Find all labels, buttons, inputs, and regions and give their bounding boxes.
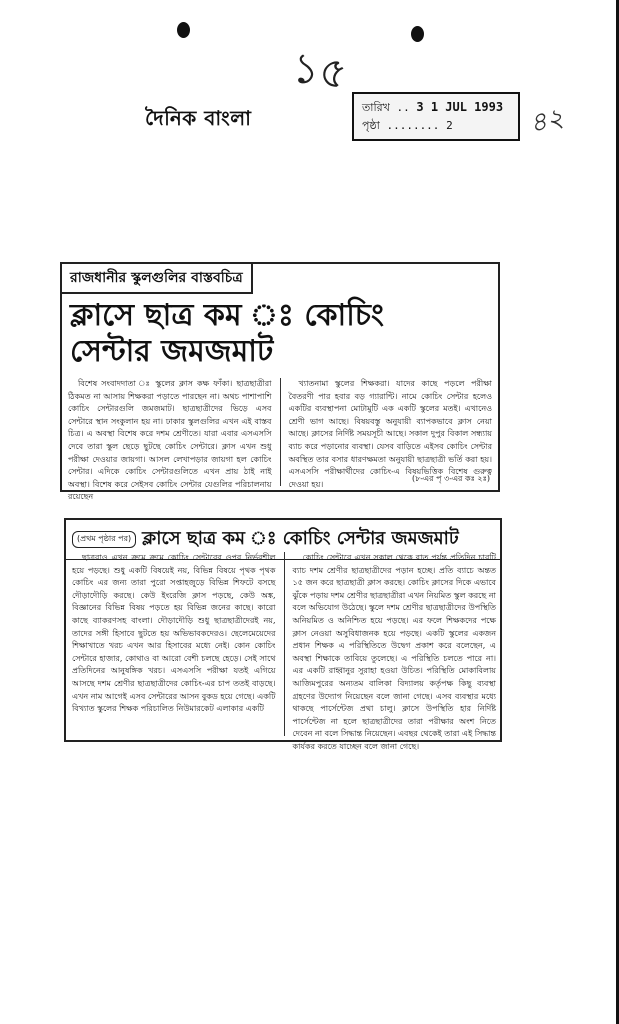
stamp-page-label: পৃষ্ঠা <box>362 119 380 132</box>
article2-continuation-label: (প্রথম পৃষ্ঠার পর) <box>72 531 136 548</box>
punch-hole-left <box>177 22 190 38</box>
article1-headline-line1: ক্লাসে ছাত্র কম ঃ কোচিং <box>70 298 384 333</box>
handwritten-number-side: ৪২ <box>527 102 567 140</box>
stamp-page-row: পৃষ্ঠা ........ 2 <box>362 119 453 132</box>
article2-headline: ক্লাসে ছাত্র কম ঃ কোচিং সেন্টার জমজমাট <box>142 528 459 549</box>
article1-jump-line: (৮-এর পৃ ৩-এর কঃ ২ঃ) <box>412 474 490 483</box>
article2-text-left: ছাত্ররাও এখন ক্রমে ক্রমে কোচিং সেন্টারের ওপর নির্ভরশীল হয়ে পড়ছে। শুধু একটি বিষয়েই নয়, বিভিন্ন বিষয়ে পৃথক পৃথক কোচিং এর জন্য তারা পুরো সপ্তাহজুড়ে বিভিন্ন শিফটে বসছে দৌড়াদৌড়ি করছে। কেউ ইংরেজি ক্লাস পড়ছে, কেউ অঙ্ক, বিজ্ঞানের বিভিন্ন বিষয় পড়তে হয় বিভিন্ন জনের কাছে। কারো কাছে ব্যাকরণসহ বাংলা। দৌড়াদৌড়ি শুধু ছাত্রছাত্রীদেরই নয়, তাদের সঙ্গী হিসাবে ছুটতে হয় অভিভাবকদেরও। ছেলেমেয়েদের শিক্ষাখাতে খরচ এখন আর হিসাবের মধ্যে নেই। কোন কোচিং সেন্টারে হাজার, কোথাও বা আরো বেশী চলছে হেড়ে। সেই সাথে প্রতিদিনের আনুষঙ্গিক খরচ। এসএসসি পরীক্ষা যতই এগিয়ে আসছে দশম শ্রেণীর ছাত্রছাত্রীদের কোচিং-এর চাপ ততই বাড়ছে। এখন নাম আগেই এসব সেন্টারের আসন বুকড হয়ে গেছে। একটি বিখ্যাত স্কুলের শিক্ষক পরিচালিত নিউমারকেট এলাকার একটি <box>72 553 276 714</box>
article2-text-right: কোচিং সেন্টারে এখন সকাল থেকে রাত পর্যন্ত প্রতিদিন চারটি ব্যাচ দশম শ্রেণীর ছাত্রছাত্রীদের পড়ান হচ্ছে। প্রতি ব্যাচে অন্তত ১৫ জন করে ছাত্রছাত্রী ক্লাস করছে। কোচিং ক্লাসের দিকে এভাবে ঝুঁকে পড়ায় দশম শ্রেণীর ছাত্রছাত্রীরা এখন নিয়মিত স্কুল করছে না বলে অভিযোগ উঠেছে। স্কুলে দশম শ্রেণীর ছাত্রছাত্রীদের উপস্থিতি অনিয়মিত ও অনিশ্চিত হয়ে পড়ছে। এর ফলে শিক্ষকদের পক্ষে ক্লাস নেওয়া অসুবিধাজনক হয়ে পড়ছে। একটি স্কুলের একজন প্রধান শিক্ষক এ পরিস্থিতিতে উদ্বেগ প্রকাশ করে বলেছেন, এ অবস্থা শিক্ষাকে তাবিয়ে তুলেছে। এ পরিস্থিতি চলতে পারে না। এর একটি রাহ্বানুর সুরাহা হওয়া উচিত। পরিস্থিতি মোকাবিলায় আজিমপুরের অন্যতম বালিকা বিদ্যালয় কর্তৃপক্ষ কিছু ব্যবস্থা গ্রহণের উদ্যোগ নিয়েছেন বলে জানা গেছে। এসব ব্যবস্থার মধ্যে থাকছে পার্সেন্টেজ প্রথা চালু। ক্লাসে উপস্থিতি হার নির্দিষ্ট পার্সেন্টেজ না হলে ছাত্রছাত্রীদের তারা পরীক্ষার অংশ নিতে দেবেন না বলে সিদ্ধান্ত নিয়েছেন। এবছর থেকেই তারা এই সিদ্ধান্ত কার্যকর করতে যাচ্ছেন বলে জানা গেছে। <box>292 553 496 751</box>
article2-body <box>72 552 496 751</box>
stamp-date-value: 3 1 JUL 1993 <box>416 100 504 114</box>
article1-kicker: রাজধানীর স্কুলগুলির বাস্তবচিত্র <box>62 264 253 294</box>
article1-text-right: খ্যাতনামা স্কুলের শিক্ষকরা। যাদের কাছে পড়লে পরীক্ষা বৈতরণী পার হবার বড় গ্যারান্টি। নামে কোচিং সেন্টার হলেও একটির ব্যবস্থাপনা মোটামুটি এক একটি স্কুলের মতই। এখানেও শ্রেণী ভাগ আছে। বিষয়বস্তু অনুযায়ী ব্যাপকভাবে ক্লাস নেয়া আছে। ক্লাসের নির্দিষ্ট সময়সূচী আছে। সকাল দুপুর বিকাল সন্ধ্যায় ব্যাচ করে পড়ানোর ব্যবস্থা। যেসব বাড়িতে এইসব কোচিং সেন্টার অবস্থিত তার বসার ধারণক্ষমতা অনুযায়ী ছাত্রছাত্রী ভর্তি করা হয়। এসএসসি পরীক্ষার্থীদের কোচিং-এ বিষয়ভিত্তিক বিশেষ গুরুত্ব দেওয়া হয়। <box>288 379 492 489</box>
article-clipping-1 <box>60 262 500 502</box>
stamp-page-value: 2 <box>446 119 453 132</box>
article1-body <box>68 378 492 502</box>
handwritten-number-top: ১৫ <box>289 42 351 99</box>
article2-column-right <box>292 552 497 751</box>
article1-headline-line2: সেন্টার জমজমাট <box>70 334 274 369</box>
article1-text-left: বিশেষ সংবাদদাতা ঃ স্কুলের ক্লাস কক্ষ ফাঁকা। ছাত্রছাত্রীরা ঠিকমত না আসায় শিক্ষকরা পড়াতে পারছেন না। অথচ পাশাপাশি কোচিং সেন্টারগুলি জমজমাট। ছাত্রছাত্রীদের ভিড়ে এসব সেন্টারে স্থান সংকুলান হয় না। ঢাকার স্কুলগুলির এখন এই বাস্তব চিত্র। এ অবস্থা বিশেষ করে দশম শ্রেণীতে। যারা এবার এসএসসি দেবে তারা স্কুল ছেড়ে ছুটছে কোচিং সেন্টারে। ক্লাস এখন শুধু পরীক্ষা দেওয়ার জায়গা। আসল লেখাপড়ার জায়গা হল কোচিং সেন্টার। এদিকে কোচিং সেন্টারগুলিতে এখন প্রায় ঠাই নাই অবস্থা। বিশেষ করে সেইসব কোচিং সেন্টার যেগুলির পরিচালনায় রয়েছেন <box>68 379 272 502</box>
newspaper-masthead: দৈনিক বাংলা <box>145 106 252 130</box>
article-clipping-2 <box>64 518 502 751</box>
column-divider <box>284 552 285 736</box>
article1-headline <box>62 294 498 370</box>
punch-hole-right <box>411 26 424 42</box>
stamp-date-label: তারিখ <box>362 101 390 114</box>
date-stamp <box>352 92 520 141</box>
article1-column-left <box>68 378 272 502</box>
column-divider <box>280 378 281 486</box>
stamp-date-row: তারিখ .. 3 1 JUL 1993 <box>362 100 504 114</box>
article2-column-left <box>72 552 276 736</box>
